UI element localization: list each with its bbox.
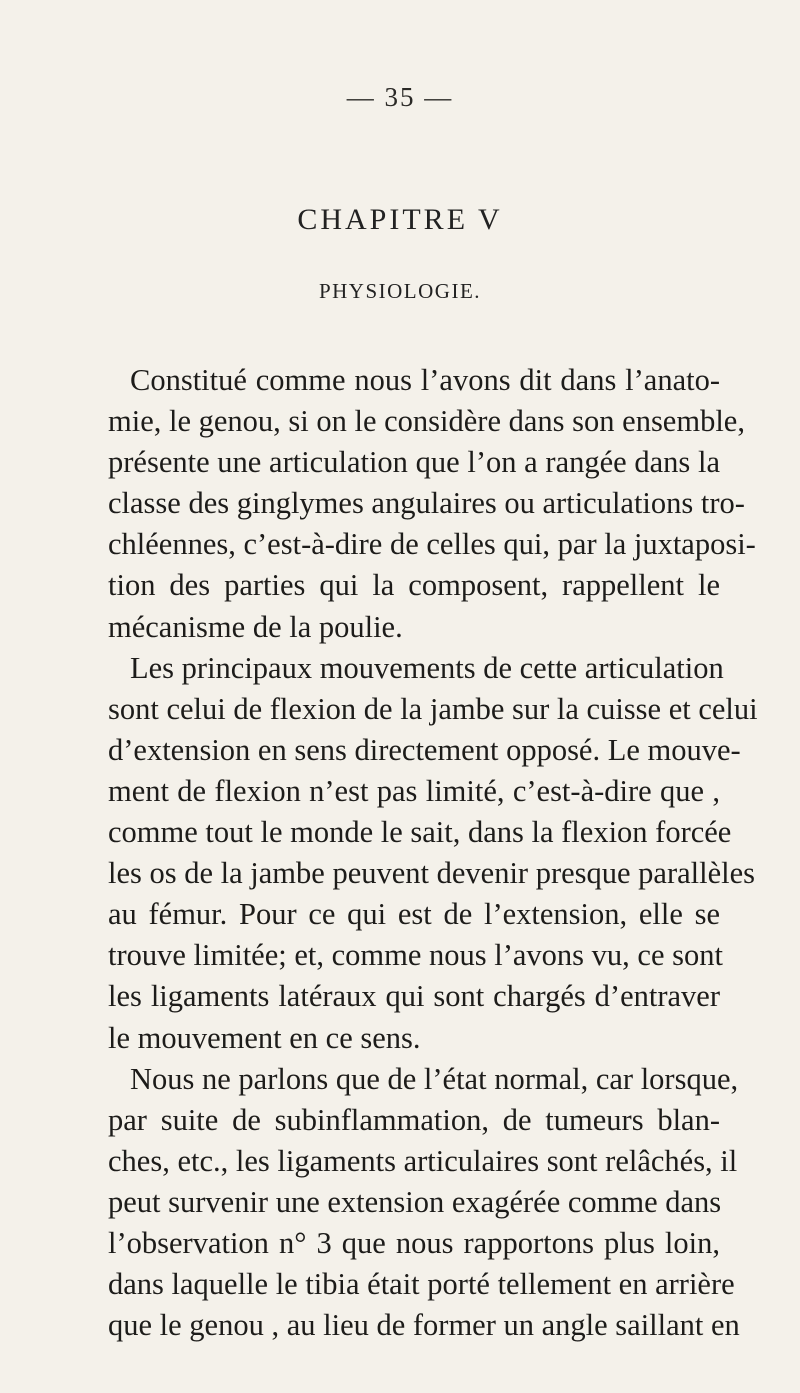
text-line: sont celui de flexion de la jambe sur la cuisse et celui — [108, 691, 758, 726]
text-line: par suite de subinflammation, de tumeurs blan- — [108, 1102, 720, 1137]
text-line: au fémur. Pour ce qui est de l’extension, elle se — [108, 897, 720, 932]
body-text — [108, 360, 758, 1346]
text-line: Les principaux mouvements de cette articulation — [130, 650, 724, 685]
paragraph-1 — [108, 360, 756, 648]
text-line: d’extension en sens directement opposé. Le mouve- — [108, 732, 741, 767]
text-line: les os de la jambe peuvent devenir presque parallèles — [108, 856, 756, 891]
text-line: le mouvement en ce sens. — [108, 1020, 421, 1055]
text-line: chléennes, c’est-à-dire de celles qui, par la juxtaposi- — [108, 527, 756, 562]
paragraph-3 — [108, 1059, 740, 1347]
text-line: les ligaments latéraux qui sont chargés d’entraver — [108, 979, 720, 1014]
text-line: que le genou , au lieu de former un angle saillant en — [108, 1308, 740, 1343]
text-line: Constitué comme nous l’avons dit dans l’anato- — [130, 363, 720, 397]
page-number: — 35 — — [346, 82, 454, 112]
text-line: ment de flexion n’est pas limité, c’est-à-dire que , — [108, 773, 720, 808]
text-line: classe des ginglymes angulaires ou articulations tro- — [108, 486, 745, 521]
text-line: ches, etc., les ligaments articulaires sont relâchés, il — [108, 1143, 738, 1178]
text-line: présente une articulation que l’on a rangée dans la — [108, 445, 720, 480]
section-title: PHYSIOLOGIE. — [318, 279, 482, 303]
text-line: Nous ne parlons que de l’état normal, car lorsque, — [130, 1061, 739, 1096]
paragraph-2 — [108, 648, 758, 1059]
text-line: dans laquelle le tibia était porté tellement en arrière — [108, 1267, 735, 1302]
chapter-title: CHAPITRE V — [297, 203, 503, 236]
text-line: comme tout le monde le sait, dans la flexion forcée — [108, 815, 732, 850]
text-line: trouve limitée; et, comme nous l’avons vu, ce sont — [108, 938, 723, 973]
text-line: mie, le genou, si on le considère dans son ensemble, — [108, 404, 745, 439]
text-line: tion des parties qui la composent, rappellent le — [108, 568, 720, 603]
text-line: l’observation n° 3 que nous rapportons plus loin, — [108, 1225, 720, 1260]
text-line: mécanisme de la poulie. — [108, 609, 403, 644]
text-line: peut survenir une extension exagérée comme dans — [108, 1184, 722, 1219]
